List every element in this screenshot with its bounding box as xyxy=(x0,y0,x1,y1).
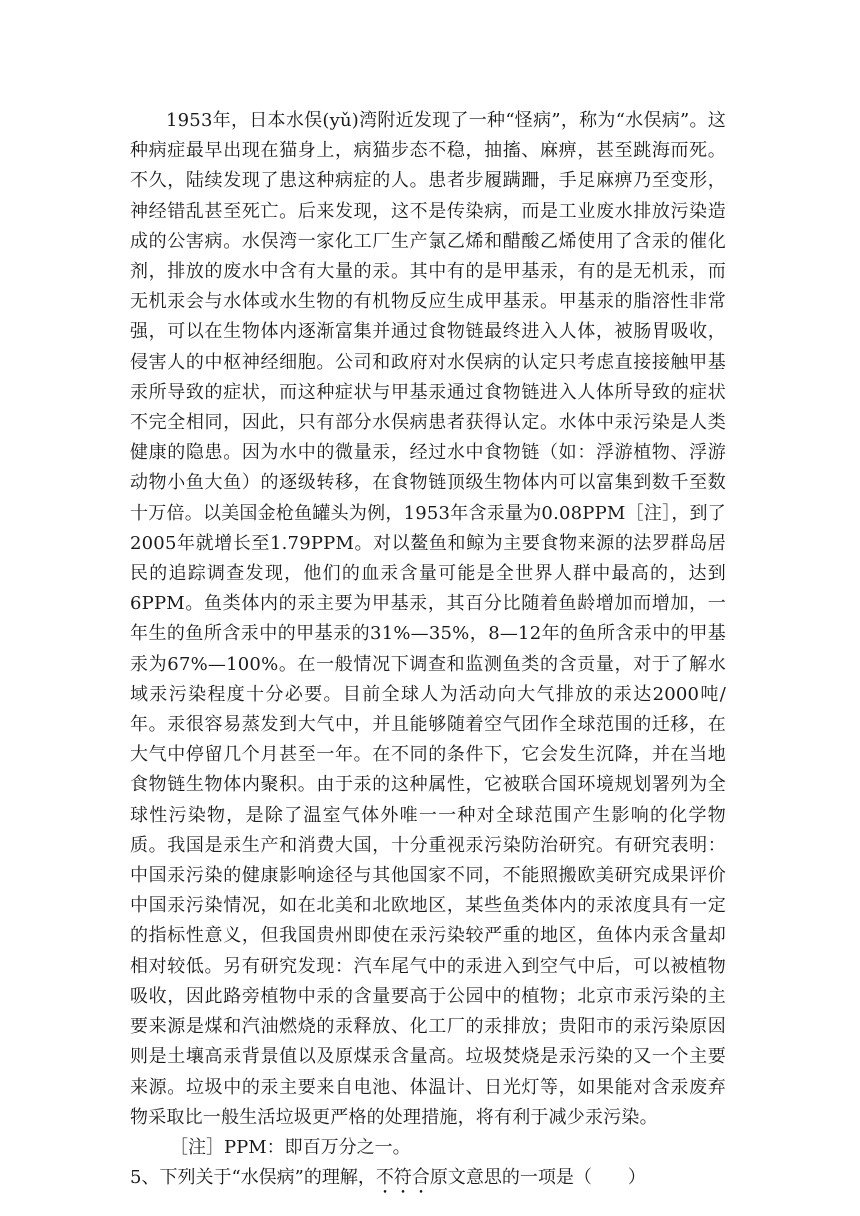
question-suffix: 原文意思的一项是（ ） xyxy=(429,1166,646,1188)
question-5 xyxy=(130,1163,726,1198)
question-prefix: 5、下列关于“水俣病”的理解， xyxy=(130,1166,376,1188)
question-emphasis: 不符合 xyxy=(375,1166,430,1188)
footnote: ［注］PPM：即百万分之一。 xyxy=(170,1136,411,1158)
document-page xyxy=(130,106,726,1198)
article-paragraph: 1953年，日本水俣(yǔ)湾附近发现了一种“怪病”，称为“水俣病”。这种病症最早出现在猫身上，病猫步态不稳，抽搐、麻痹，甚至跳海而死。不久，陆续发现了患这种病症的人。患者步履蹒跚，手足麻痹乃至变形，神经错乱甚至死亡。后来发现，这不是传染病，而是工业废水排放污染造成的公害病。水俣湾一家化工厂生产氯乙烯和醋酸乙烯使用了含汞的催化剂，排放的废水中含有大量的汞。其中有的是甲基汞，有的是无机汞，而无机汞会与水体或水生物的有机物反应生成甲基汞。甲基汞的脂溶性非常强，可以在生物体内逐渐富集并通过食物链最终进入人体，被肠胃吸收，侵害人的中枢神经细胞。公司和政府对水俣病的认定只考虑直接接触甲基汞所导致的症状，而这种症状与甲基汞通过食物链进入人体所导致的症状不完全相同，因此，只有部分水俣病患者获得认定。水体中汞污染是人类健康的隐患。因为水中的微量汞，经过水中食物链（如：浮游植物、浮游动物小鱼大鱼）的逐级转移，在食物链顶级生物体内可以富集到数千至数十万倍。以美国金枪鱼罐头为例，1953年含汞量为0.08PPM［注］，到了2005年就增长至1.79PPM。对以鳌鱼和鲸为主要食物来源的法罗群岛居民的追踪调查发现，他们的血汞含量可能是全世界人群中最高的，达到6PPM。鱼类体内的汞主要为甲基汞，其百分比随着鱼龄增加而增加，一年生的鱼所含汞中的甲基汞的31%—35%，8—12年的鱼所含汞中的甲基汞为67%—100%。在一般情况下调查和监测鱼类的含贡量，对于了解水域汞污染程度十分必要。目前全球人为活动向大气排放的汞达2000吨/年。汞很容易蒸发到大气中，并且能够随着空气团作全球范围的迁移，在大气中停留几个月甚至一年。在不同的条件下，它会发生沉降，并在当地食物链生物体内聚积。由于汞的这种属性，它被联合国环境规划署列为全球性污染物，是除了温室气体外唯一一种对全球范围产生影响的化学物质。我国是汞生产和消费大国，十分重视汞污染防治研究。有研究表明：中国汞污染的健康影响途径与其他国家不同，不能照搬欧美研究成果评价中国汞污染情况，如在北美和北欧地区，某些鱼类体内的汞浓度具有一定的指标性意义，但我国贵州即使在汞污染较严重的地区，鱼体内汞含量却相对较低。另有研究发现：汽车尾气中的汞进入到空气中后，可以被植物吸收，因此路旁植物中汞的含量要高于公园中的植物；北京市汞污染的主要来源是煤和汽油燃烧的汞释放、化工厂的汞排放；贵阳市的汞污染原因则是土壤高汞背景值以及原煤汞含量高。垃圾焚烧是汞污染的又一个主要来源。垃圾中的汞主要来自电池、体温计、日光灯等，如果能对含汞废弃物采取比一般生活垃圾更严格的处理措施，将有利于减少汞污染。 xyxy=(130,110,726,1128)
